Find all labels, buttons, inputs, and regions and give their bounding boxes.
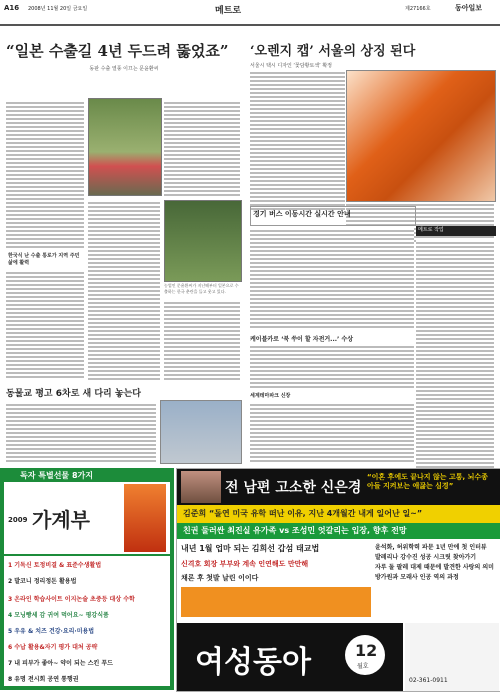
left-headline-block [6,40,242,80]
right-body-text [250,70,345,210]
calendar-ad-title: 독자 특별선물 8가지 [20,471,93,480]
bus-info-box [250,206,416,226]
sub-banner-1 [177,505,500,523]
sub-banner-2 [177,523,500,539]
theme-park-text [250,402,414,462]
metro-work-title: 메트로 작업 [416,226,496,236]
left-body-text-5 [164,300,240,380]
bus-info-title: 경기 버스 이동시간 실시간 안내 [253,210,351,218]
theme-park-title: 세계테마파크 신장 [250,393,291,399]
calendar-ad[interactable] [0,468,174,690]
right-subhead: 서울시 택시 디자인 ‘꽃담황토색’ 확정 [250,63,332,69]
issue-number: 제27166호 [405,6,431,12]
magazine-side-promo [405,623,499,691]
left-body-text-3 [6,270,84,380]
cable-body-text [250,344,414,388]
page-number: A16 [4,4,20,12]
issue-circle [345,635,385,675]
left-headline: “일본 수출길 4년 두드려 뚫었죠” [6,42,229,60]
bullet-1: 내년 1월 업마 되는 김희선 갑섬 태교법 [181,544,320,553]
right-bullet-3: 자루 둘 팔레 대제 때문에 발견한 사랑의 의미 [375,564,494,571]
magazine-ad[interactable] [176,468,500,692]
sub-banner-2-text: 친권 둘러싼 최진실 유가족 vs 조성민 엇갈리는 입장, 향후 전망 [183,526,407,535]
sub-banner-1-text: 김준희 “돌연 미국 유학 떠난 이유, 지난 4개월간 내게 일어난 일~” [183,509,423,518]
list-item-1: 1 기독신 토정비결 & 표준수생활법 [8,562,102,569]
calendar-ad-header [4,482,170,554]
magazine-banner-title: 전 남편 고소한 신은경 [225,480,362,496]
magazine-top-banner [177,469,500,505]
brand: 동아일보 [455,4,483,12]
left-body-text [6,100,84,250]
right-headline-block [250,40,494,69]
promo-box [181,587,371,617]
list-item-4: 4 모닝빵세 감 귀여 먹어요~ 평강식품 [8,612,109,619]
book-title: 가계부 [32,508,90,532]
right-headline: ‘오렌지 캡’ 서울의 상징 된다 [250,44,416,59]
taxi-photo [346,70,496,202]
celebrity-photo [181,471,221,503]
magazine-logo: 여성동아 [195,645,311,680]
calendar-ad-list [4,556,170,686]
list-item-2: 2 발코니 정리정돈 활용법 [8,578,77,585]
date: 2008년 11월 20일 금요일 [28,6,88,12]
bridge-photo [160,400,242,464]
magazine-banner-quote: “이혼 후에도 끝나지 않는 고통, 뇌수종 아들 지켜보는 애끓는 심경” [367,473,488,490]
phone-number: 02-361-0911 [409,677,448,684]
list-item-7: 7 내 피부가 좋아~ 약이 되는 스킨 푸드 [8,660,113,667]
left-section-headline: 동물교 평고 6차로 새 다리 놓는다 [6,389,141,399]
section-title: 메트로 [215,6,242,16]
bus-body-text [250,228,414,328]
issue-month: 12 [355,641,378,660]
right-bullet-4: 방가원과 모래사 인공 역의 과정 [375,574,459,581]
year-label: 2009 [8,516,28,524]
left-body-text-2 [164,100,240,196]
right-bullet-2: 발레리나 강수진 성공 시크릿 찾아가기 [375,554,477,561]
bridge-body-text [6,402,156,464]
page-header [0,0,500,26]
left-sidebar-title: 한국식 난 수출 통로가 지역 주민 삶에 활력 [8,253,80,266]
list-item-3: 3 온라인 학습사이트 이지논술 초중등 대상 수학 [8,596,135,603]
list-item-5: 5 우유 & 치즈 건강·요리·미용법 [8,628,95,635]
greenhouse-photo [164,200,242,282]
left-subhead: 동판 수출 열풍 이끄는 문윤환씨 [89,66,159,72]
photo-caption: 농업인 문윤환씨가 지난해부터 일본으로 수출하는 한국 춘란을 들고 웃고 있다. [164,283,239,295]
left-body-text-4 [88,200,160,380]
right-bullets [375,543,497,619]
issue-month-label: 월호 [357,663,369,670]
list-item-6: 6 수납 활용&자기 평가 대처 공략 [8,644,98,651]
cable-title: 케이블카로 ‘북 쑤이 할 자전거...’ 수상 [250,336,353,343]
list-item-8: 8 유명 전시회 공연 통행권 [8,676,79,683]
metro-work-text [416,240,494,470]
farmer-photo [88,98,162,196]
bullet-3: 채론 후 첫발 날린 이이다 [181,574,259,582]
magazine-logo-bar [177,623,403,691]
right-bullet-1: 윤석화, 허위학력 파문 1년 만에 첫 인터뷰 [375,544,487,551]
book-cover [124,484,166,552]
bullet-2: 신격호 회장 부부와 계속 인연해도 만만해 [181,560,309,568]
